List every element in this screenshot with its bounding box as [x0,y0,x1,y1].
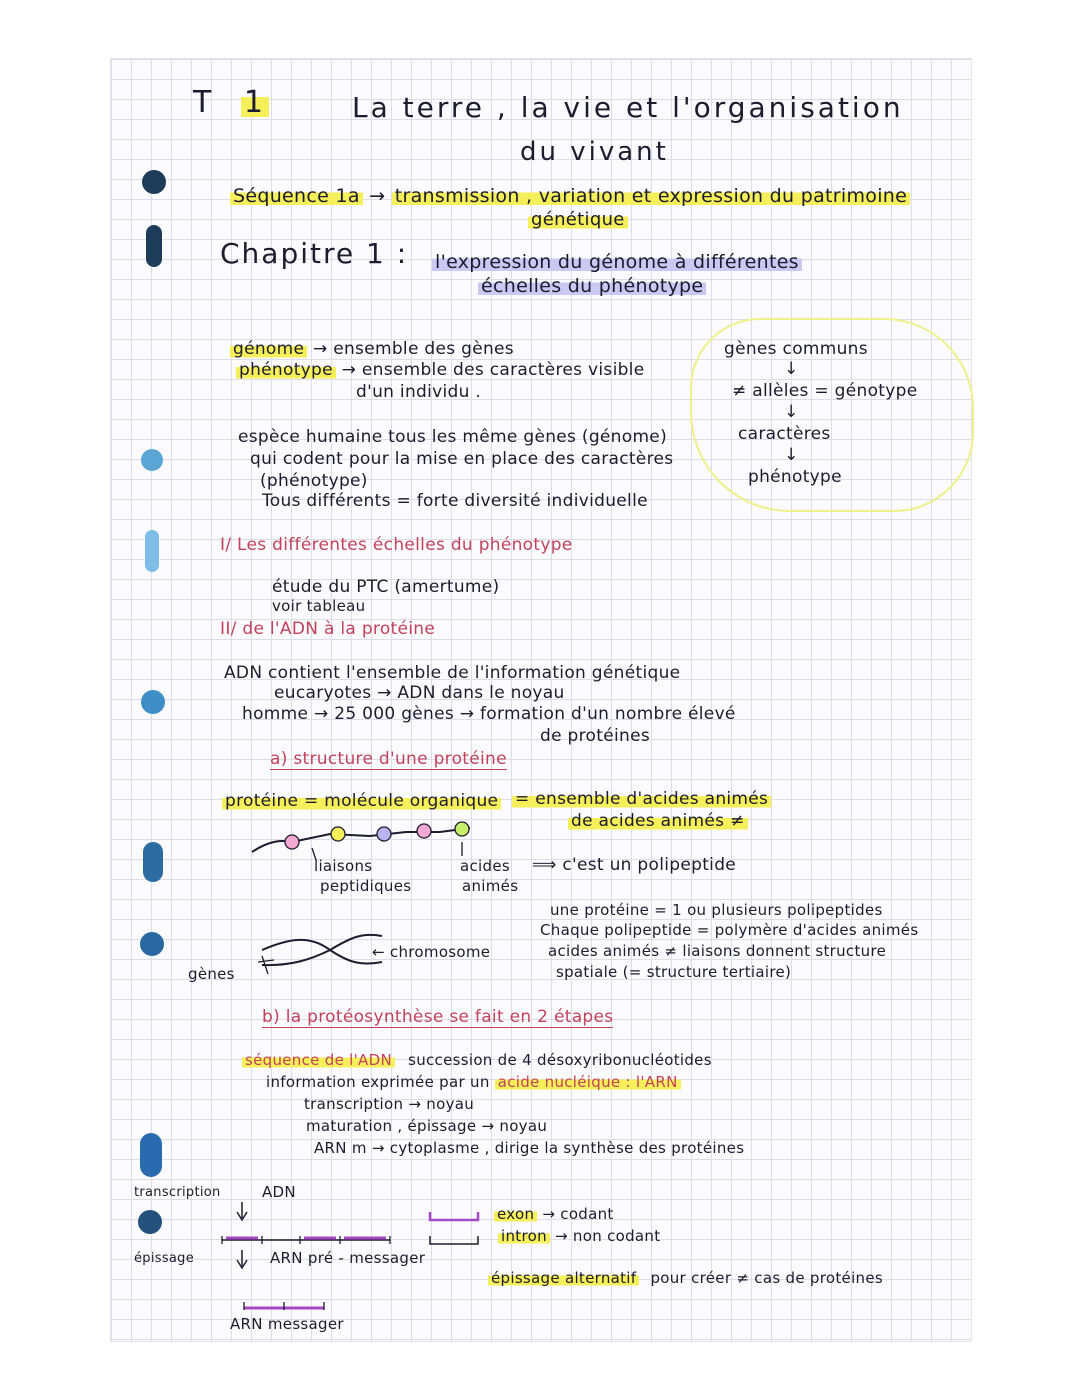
amino-acid [285,835,299,849]
section-1-heading: I/ Les différentes échelles du phénotype [220,535,573,555]
section-2-heading: II/ de l'ADN à la protéine [220,619,436,639]
protein-note: Chaque polipeptide = polymère d'acides animés [540,921,919,939]
arn-pre-messager-label: ARN pré - messager [270,1249,426,1267]
information-line: information exprimée par un acide nucléique : l'ARN [266,1074,681,1091]
step-maturation: maturation , épissage → noyau [306,1117,548,1135]
polypeptide-label: ⟹ c'est un polipeptide [532,855,737,875]
epissage-label: épissage [134,1251,195,1266]
genes-label: gènes [188,965,235,983]
section-1-line: voir tableau [272,597,366,615]
section-2-line: de protéines [540,726,650,746]
protein-definition-right: = ensemble d'acides animés [512,790,771,810]
theme-number: 1 [241,85,269,120]
protein-note: une protéine = 1 ou plusieurs polipeptides [550,901,883,919]
intron-legend: intron → non codant [498,1228,660,1245]
cloud-phenotype: phénotype [748,467,842,487]
sequence-text: transmission , variation et expression du patrimoine [392,185,910,207]
chromosome-strand [262,940,382,964]
protein-note: spatiale (= structure tertiaire) [556,963,792,981]
step-transcription: transcription → noyau [304,1095,475,1113]
intron-legend-mark [430,1236,478,1244]
amino-acid [417,824,431,838]
label-amino-acids: acides [460,857,510,875]
section-2-line: homme → 25 000 gènes → formation d'un nombre élevé [242,704,736,724]
sequence-arrow: → [369,185,386,207]
alternative-splicing: épissage alternatif pour créer ≠ cas de protéines [488,1270,883,1287]
amino-acid [377,827,391,841]
step-mrna: ARN m → cytoplasme , dirige la synthèse des protéines [314,1139,745,1157]
label-peptide-bonds: liaisons [314,857,373,875]
arn-messager-label: ARN messager [230,1315,344,1333]
chapter-title: l'expression du génome à différentes [432,252,802,274]
theme-letter: T [193,85,215,120]
cloud-arrow: ↓ [784,445,799,465]
exon-legend: exon → codant [494,1206,614,1223]
phenotype-term: phénotype [236,360,336,380]
section-2-line: eucaryotes → ADN dans le noyau [274,683,565,703]
cloud-alleles: ≠ allèles = génotype [732,381,918,401]
subsection-a-heading: a) structure d'une protéine [270,749,507,769]
chapter-title-line2: échelles du phénotype [478,276,706,298]
species-line: Tous différents = forte diversité individuelle [262,491,648,511]
amino-acid [455,822,469,836]
genome-definition: génome → ensemble des gènes [230,340,514,360]
protein-definition-right2: de acides animés ≠ [568,812,748,832]
phenotype-definition: phénotype → ensemble des caractères visible [236,361,644,381]
subsection-b-heading: b) la protéosynthèse se fait en 2 étapes [262,1007,614,1027]
species-line: (phénotype) [260,471,368,491]
transcription-label: transcription [134,1185,221,1200]
section-2-line: ADN contient l'ensemble de l'information génétique [224,663,681,683]
section-1-line: étude du PTC (amertume) [272,577,500,597]
page-title: La terre , la vie et l'organisation [352,91,904,124]
phenotype-definition-line2: d'un individu . [356,382,482,402]
species-line: espèce humaine tous les même gènes (génome) [238,427,668,447]
page-title-line2: du vivant [520,137,669,167]
cloud-genes: gènes communs [724,339,868,359]
chromosome-label: ← chromosome [372,943,491,961]
chromosome-strand [262,935,382,965]
cloud-caracteres: caractères [738,424,831,444]
protein-note: acides animés ≠ liaisons donnent structure [548,942,887,960]
sequence-text-line2: génétique [528,210,628,231]
label-peptide-bonds-line2: peptidiques [320,877,412,895]
adn-label: ADN [262,1183,296,1201]
protein-definition: protéine = molécule organique [222,792,501,812]
label-amino-acids-line2: animés [462,877,519,895]
sequence-label: Séquence 1a [230,185,363,207]
amino-acid [331,827,345,841]
cloud-arrow: ↓ [784,359,799,379]
chapter-label: Chapitre 1 : [220,237,409,270]
species-line: qui codent pour la mise en place des caractères [250,449,674,469]
dna-sequence-definition: séquence de l'ADN succession de 4 désoxyribonucléotides [242,1052,712,1069]
cloud-arrow: ↓ [784,402,799,422]
exon-legend-mark [430,1212,478,1220]
genome-term: génome [230,339,307,359]
